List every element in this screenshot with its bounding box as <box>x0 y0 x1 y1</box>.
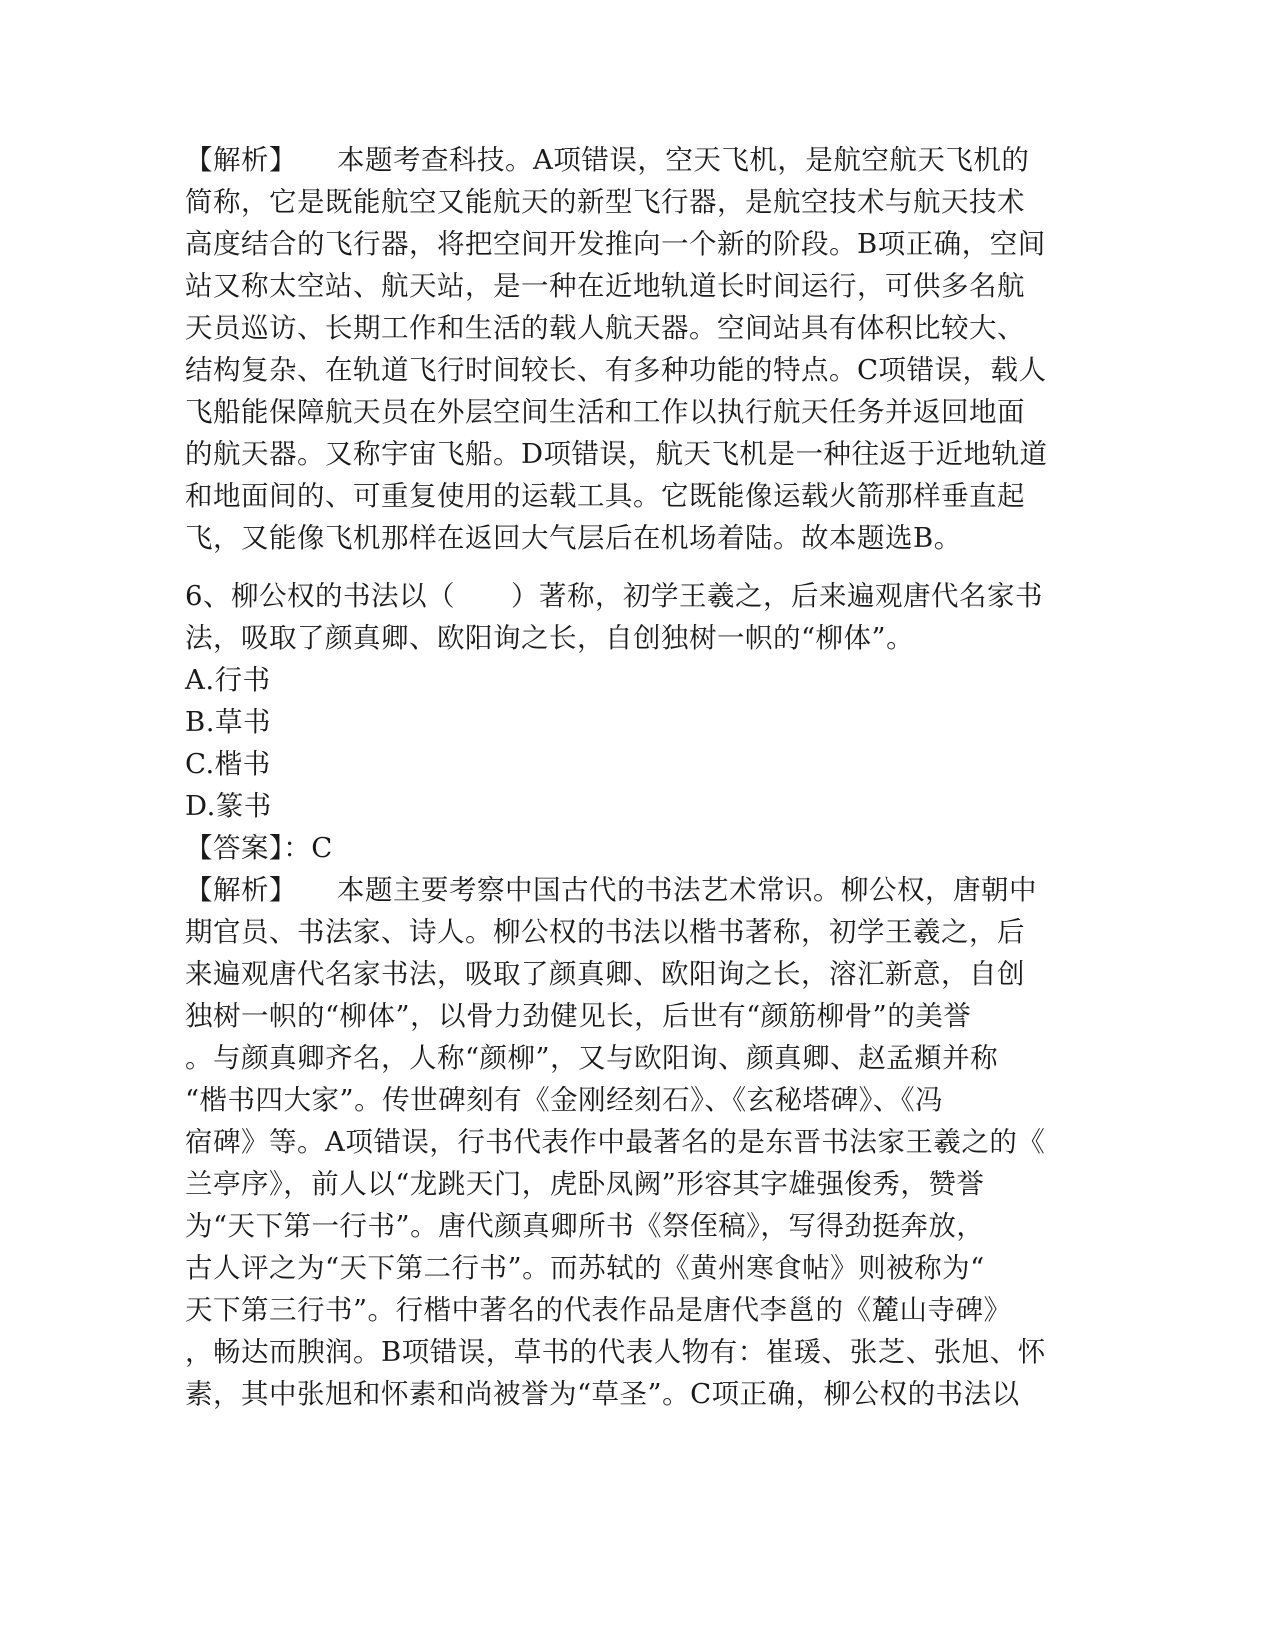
analysis-line: 兰亭序》，前人以“龙跳天门，虎卧凤阙”形容其字雄强俊秀，赞誉 <box>185 1168 985 1200</box>
analysis-line: 独树一帜的“柳体”，以骨力劲健见长，后世有“颜筋柳骨”的美誉 <box>185 1000 972 1032</box>
option-c: C.楷书 <box>185 748 271 780</box>
analysis-line <box>185 142 1085 178</box>
analysis-line: 简称，它是既能航空又能航天的新型飞行器，是航空技术与航天技术 <box>185 186 1025 218</box>
analysis-line: 和地面间的、可重复使用的运载工具。它既能像运载火箭那样垂直起 <box>185 480 1025 512</box>
analysis-line: “楷书四大家”。传世碑刻有《金刚经刻石》、《玄秘塔碑》、《冯 <box>185 1084 944 1116</box>
option-d: D.篆书 <box>185 790 272 822</box>
analysis-line: 期官员、书法家、诗人。柳公权的书法以楷书著称，初学王羲之，后 <box>185 916 1025 948</box>
analysis-line: 来遍观唐代名家书法，吸取了颜真卿、欧阳询之长，溶汇新意，自创 <box>185 958 1025 990</box>
question-stem: 法，吸取了颜真卿、欧阳询之长，自创独树一帜的“柳体”。 <box>185 622 915 654</box>
analysis-line: 为“天下第一行书”。唐代颜真卿所书《祭侄稿》，写得劲挺奔放， <box>185 1210 985 1242</box>
analysis-line: ，畅达而腴润。B项错误，草书的代表人物有：崔瑗、张芝、张旭、怀 <box>185 1336 1046 1368</box>
analysis-text: 本题主要考察中国古代的书法艺术常识。柳公权，唐朝中 <box>337 874 1037 906</box>
analysis-line: 天下第三行书”。行楷中著名的代表作品是唐代李邕的《麓山寺碑》 <box>185 1294 1012 1326</box>
analysis-label: 【解析】 <box>185 144 297 176</box>
analysis-line: 站又称太空站、航天站，是一种在近地轨道长时间运行，可供多名航 <box>185 270 1025 302</box>
analysis-line: 古人评之为“天下第二行书”。而苏轼的《黄州寒食帖》则被称为“ <box>185 1252 985 1284</box>
analysis-line: 。与颜真卿齐名，人称“颜柳”，又与欧阳询、颜真卿、赵孟頫并称 <box>185 1042 999 1074</box>
analysis-text: 本题考查科技。A项错误，空天飞机，是航空航天飞机的 <box>337 144 1030 176</box>
analysis-line: 结构复杂、在轨道飞行时间较长、有多种功能的特点。C项错误，载人 <box>185 354 1047 386</box>
analysis-line: 素，其中张旭和怀素和尚被誉为“草圣”。C项正确，柳公权的书法以 <box>185 1378 1020 1410</box>
option-a: A.行书 <box>185 664 271 696</box>
answer: 【答案】：C <box>185 832 333 864</box>
analysis-label: 【解析】 <box>185 874 297 906</box>
question-stem: 6、柳公权的书法以（ ）著称，初学王羲之，后来遍观唐代名家书 <box>185 580 1043 612</box>
analysis-line: 高度结合的飞行器，将把空间开发推向一个新的阶段。B项正确，空间 <box>185 228 1046 260</box>
analysis-line: 飞，又能像飞机那样在返回大气层后在机场着陆。故本题选B。 <box>185 522 962 554</box>
analysis-line: 宿碑》等。A项错误，行书代表作中最著名的是东晋书法家王羲之的《 <box>185 1126 1046 1158</box>
option-b: B.草书 <box>185 706 271 738</box>
analysis-line <box>185 872 1085 908</box>
analysis-line: 天员巡访、长期工作和生活的载人航天器。空间站具有体积比较大、 <box>185 312 1025 344</box>
analysis-line: 飞船能保障航天员在外层空间生活和工作以执行航天任务并返回地面 <box>185 396 1025 428</box>
analysis-line: 的航天器。又称宇宙飞船。D项错误，航天飞机是一种往返于近地轨道 <box>185 438 1048 470</box>
